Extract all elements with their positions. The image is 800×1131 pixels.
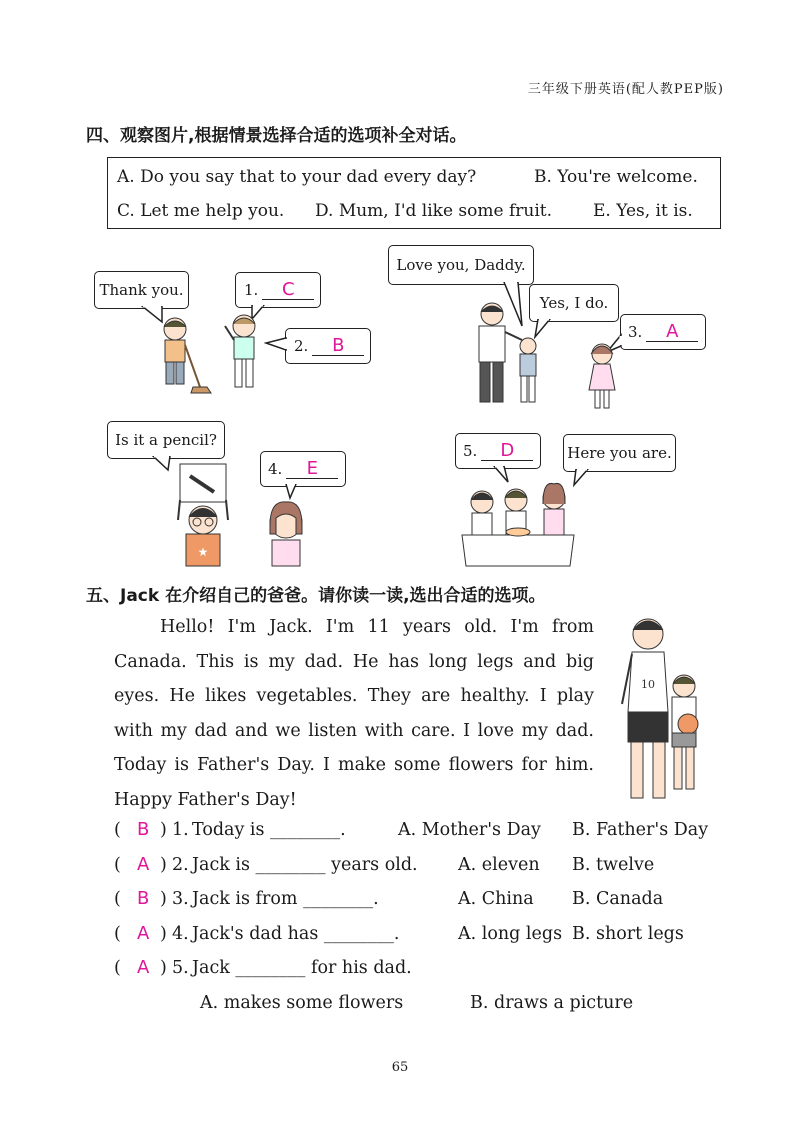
question-stem: Jack's dad has ________.	[192, 923, 400, 944]
boy-holding-card-illustration	[170, 462, 240, 568]
answer-letter: A	[666, 320, 679, 342]
answer-number: 2.	[294, 337, 309, 355]
reading-passage	[114, 610, 594, 817]
answer-number: 3.	[628, 323, 643, 341]
option-a-text: A. eleven	[458, 854, 540, 875]
bubble-is-it-a-pencil	[107, 421, 225, 459]
bubble-text: Thank you.	[99, 281, 184, 299]
option-b-text: B. twelve	[572, 854, 655, 875]
answer-number: 5.	[463, 442, 478, 460]
option-a: A. Do you say that to your dad every day?	[117, 167, 477, 187]
answer-letter: E	[306, 457, 318, 479]
answer-number: 4.	[268, 460, 283, 478]
answer-bubble-5	[455, 433, 541, 469]
girl-illustration	[262, 498, 310, 568]
svg-text:10: 10	[641, 678, 655, 691]
passage-text: Hello! I'm Jack. I'm 11 years old. I'm from Canada. This is my dad. He has long legs and big eyes. He likes vegetables. They are healthy. I play with my dad and we listen with care. I love my dad. Today is Father's Day. I make some flowers for him. Happy Father's Day!	[114, 617, 594, 810]
answer-choice: A	[137, 922, 150, 944]
question-number: 1.	[172, 820, 189, 840]
question-number: 5.	[172, 958, 189, 978]
question-stem: Jack is ________ years old.	[192, 854, 418, 875]
question-stem: Jack ________ for his dad.	[192, 958, 412, 978]
answer-letter: D	[500, 439, 515, 461]
option-b-text: B. Canada	[572, 889, 664, 909]
option-a-text: A. long legs	[458, 923, 563, 944]
bubble-text: Love you, Daddy.	[396, 256, 526, 274]
jack-and-dad-illustration	[606, 612, 716, 808]
section-5-title: 五、Jack 在介绍自己的爸爸。请你读一读,选出合适的选项。	[86, 586, 546, 606]
option-b-text: B. Father's Day	[572, 820, 709, 840]
options-box	[107, 157, 721, 229]
answer-number: 1.	[244, 281, 259, 299]
bubble-text: Yes, I do.	[539, 294, 609, 312]
option-c: C. Let me help you.	[117, 201, 285, 221]
answer-choice: A	[137, 853, 150, 875]
answer-choice: A	[137, 957, 150, 978]
question-stem: Today is ________.	[192, 820, 346, 840]
question-number: 3.	[172, 889, 189, 909]
dad-and-son-illustration	[462, 300, 552, 412]
bubble-love-you-daddy	[388, 245, 534, 285]
answer-choice: B	[137, 888, 150, 909]
answer-bubble-3	[620, 314, 706, 350]
answer-choice: B	[137, 819, 150, 840]
question-number: 4.	[172, 923, 189, 944]
option-a-text: A. makes some flowers	[200, 992, 404, 1013]
page-header: 三年级下册英语(配人教PEP版)	[527, 82, 724, 97]
answer-letter: C	[282, 278, 295, 300]
boy-sweeping-illustration	[155, 315, 215, 395]
question-number: 2.	[172, 854, 189, 875]
option-d: D. Mum, I'd like some fruit.	[315, 201, 553, 221]
answer-bubble-4	[260, 451, 346, 487]
option-a-text: A. Mother's Day	[398, 820, 541, 840]
bubble-thank-you	[94, 271, 189, 309]
section-4-title: 四、观察图片,根据情景选择合适的选项补全对话。	[86, 126, 467, 146]
option-a-text: A. China	[458, 889, 534, 909]
option-e: E. Yes, it is.	[593, 201, 693, 221]
answer-letter: B	[332, 334, 345, 356]
bubble-text: Here you are.	[567, 444, 672, 462]
option-b-text: B. short legs	[572, 923, 684, 944]
answer-bubble-1	[235, 272, 321, 308]
option-b: B. You're welcome.	[534, 167, 698, 187]
option-b-text: B. draws a picture	[470, 992, 634, 1013]
bubble-here-you-are	[563, 434, 676, 472]
question-stem: Jack is from ________.	[192, 889, 379, 909]
page-number: 65	[391, 1060, 409, 1075]
svg-text:★: ★	[197, 545, 209, 559]
answer-bubble-2	[285, 328, 371, 364]
bubble-text: Is it a pencil?	[115, 431, 217, 449]
friend-boy-illustration	[222, 312, 272, 394]
girl-illustration	[586, 340, 620, 412]
family-at-table-illustration	[458, 480, 578, 568]
